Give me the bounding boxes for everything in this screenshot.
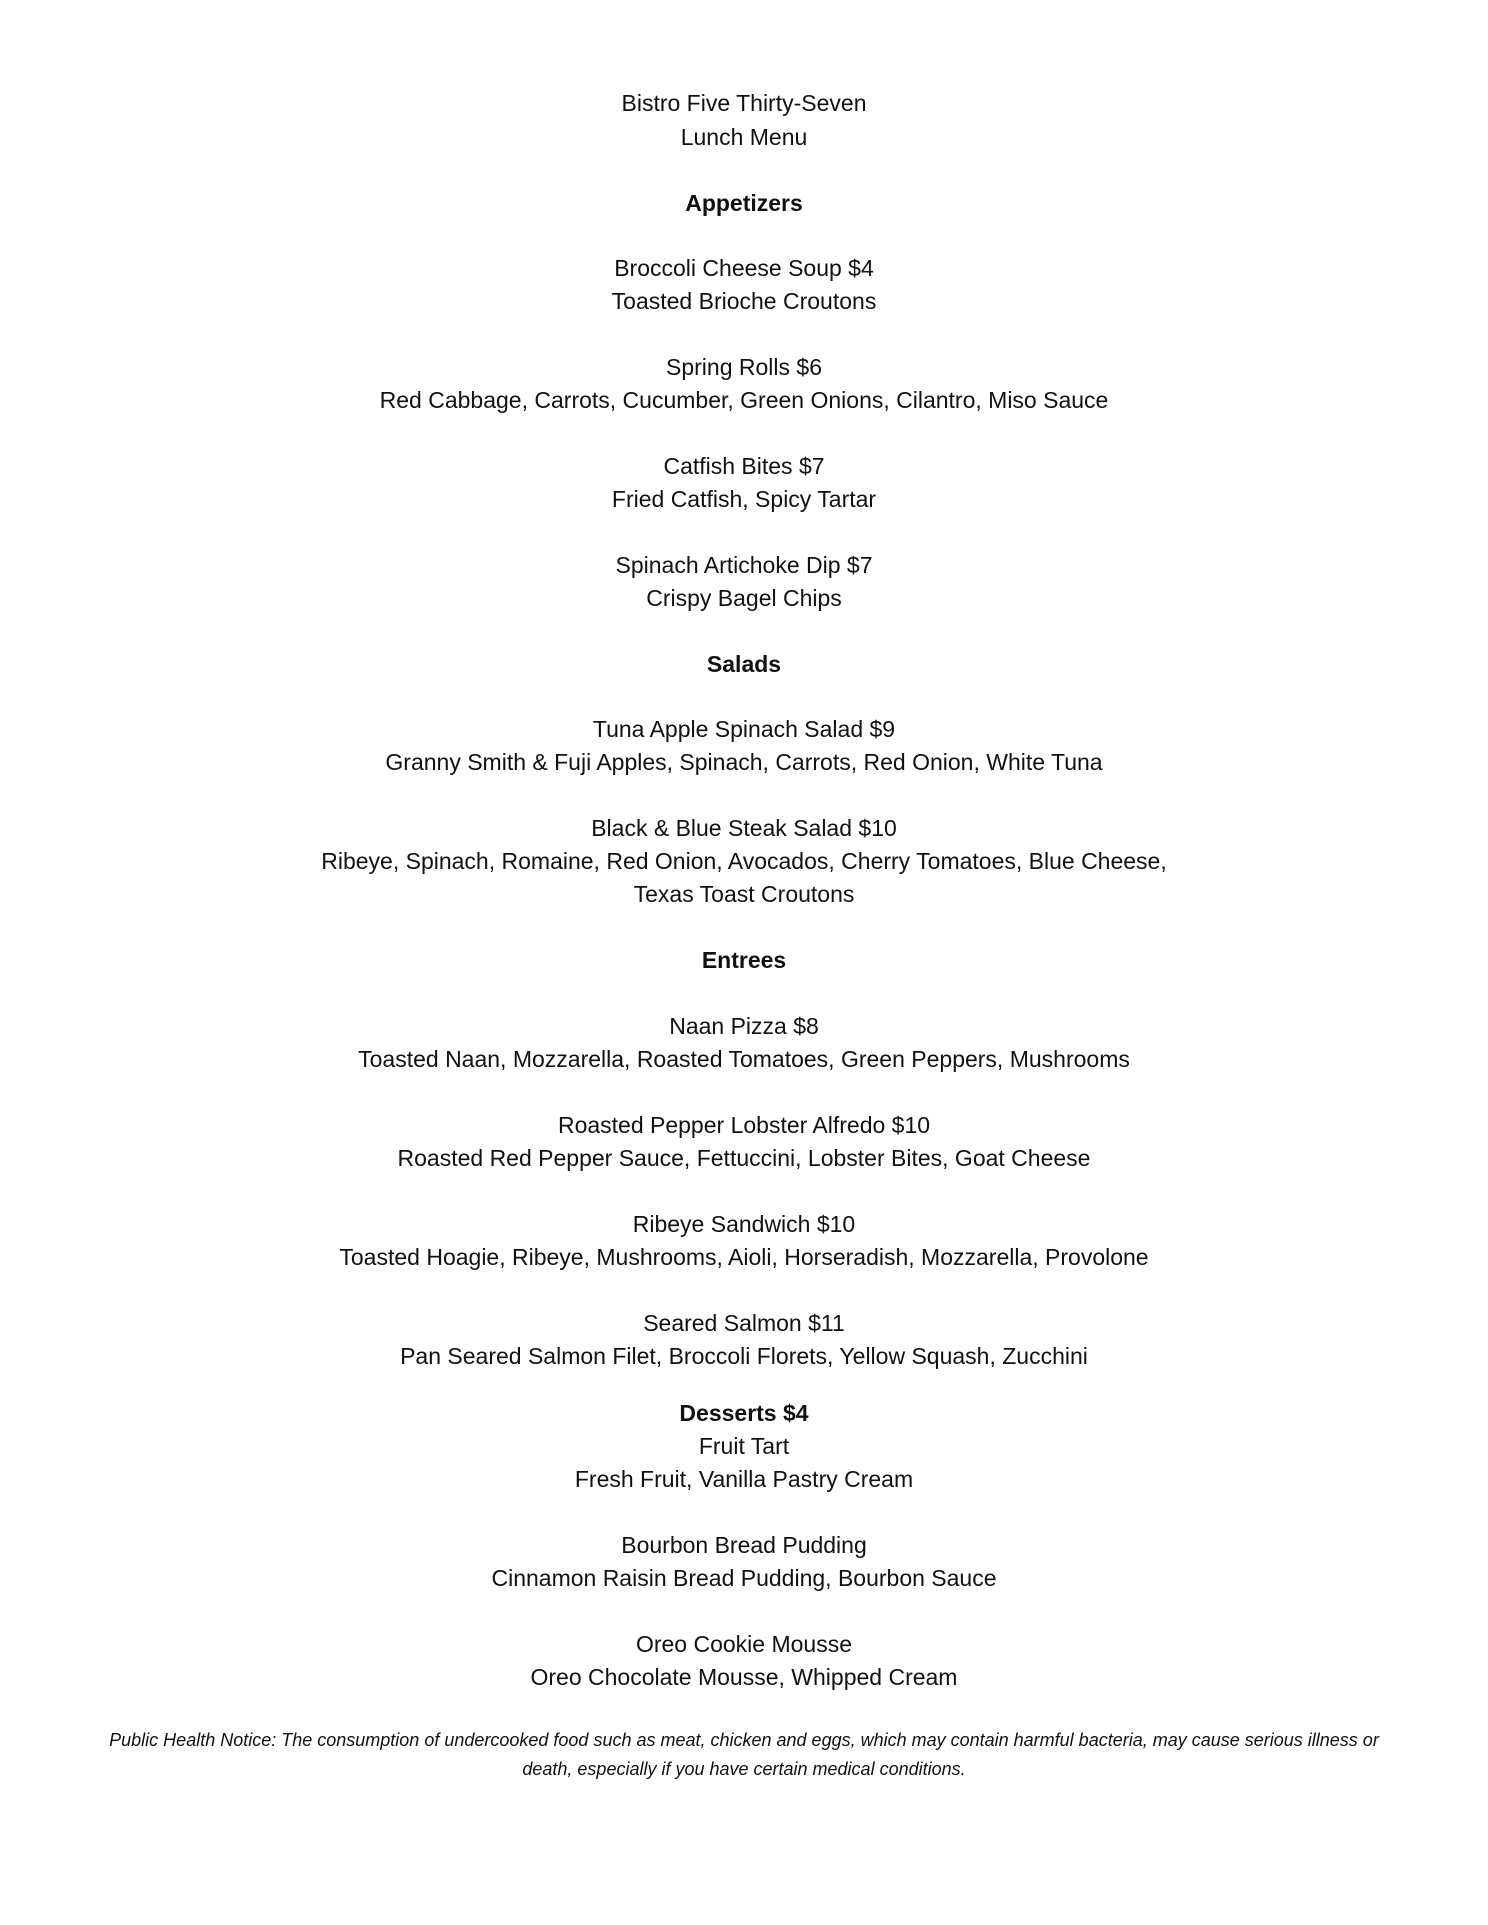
- menu-item-description: Toasted Brioche Croutons: [611, 288, 877, 314]
- public-health-notice: Public Health Notice: The consumption of undercooked food such as meat, chicken and eggs, which may contain harmful bacteria, may cause serious illness or death, especially if you have certain medical conditions.: [109, 1730, 1379, 1779]
- menu-item-description: Toasted Naan, Mozzarella, Roasted Tomatoes, Green Peppers, Mushrooms: [358, 1046, 1130, 1072]
- menu-item-description: Toasted Hoagie, Ribeye, Mushrooms, Aioli, Horseradish, Mozzarella, Provolone: [339, 1244, 1149, 1270]
- menu-item-name: Oreo Cookie Mousse: [635, 1631, 853, 1657]
- menu-item-description: Ribeye, Spinach, Romaine, Red Onion, Avocados, Cherry Tomatoes, Blue Cheese,: [321, 848, 1167, 874]
- menu-item-name: Ribeye Sandwich $10: [632, 1211, 856, 1237]
- menu-item-name: Seared Salmon $11: [643, 1310, 845, 1336]
- section-heading-desserts: Desserts $4: [679, 1400, 809, 1426]
- menu-item-description: Fried Catfish, Spicy Tartar: [611, 486, 877, 512]
- menu-item-description: Pan Seared Salmon Filet, Broccoli Florets, Yellow Squash, Zucchini: [400, 1343, 1088, 1369]
- menu-item-description: Granny Smith & Fuji Apples, Spinach, Carrots, Red Onion, White Tuna: [385, 749, 1103, 775]
- menu-item-description: Red Cabbage, Carrots, Cucumber, Green Onions, Cilantro, Miso Sauce: [379, 387, 1109, 413]
- menu-item-description: Crispy Bagel Chips: [646, 585, 842, 611]
- menu-item-description: Texas Toast Croutons: [633, 881, 855, 907]
- menu-title: Lunch Menu: [680, 124, 808, 150]
- menu-item-description: Roasted Red Pepper Sauce, Fettuccini, Lobster Bites, Goat Cheese: [397, 1145, 1091, 1171]
- menu-item-name: Roasted Pepper Lobster Alfredo $10: [557, 1112, 931, 1138]
- menu-item-description: Cinnamon Raisin Bread Pudding, Bourbon Sauce: [491, 1565, 997, 1591]
- menu-item-description: Fresh Fruit, Vanilla Pastry Cream: [574, 1466, 914, 1492]
- section-heading-entrees: Entrees: [701, 947, 787, 973]
- menu-item-name: Naan Pizza $8: [669, 1013, 819, 1039]
- menu-item-name: Tuna Apple Spinach Salad $9: [592, 716, 896, 742]
- menu-item-description: Oreo Chocolate Mousse, Whipped Cream: [530, 1664, 958, 1690]
- section-heading-appetizers: Appetizers: [685, 190, 803, 216]
- menu-item-name: Broccoli Cheese Soup $4: [614, 255, 874, 281]
- menu-item-name: Spring Rolls $6: [666, 354, 822, 380]
- menu-item-name: Catfish Bites $7: [663, 453, 825, 479]
- restaurant-name: Bistro Five Thirty-Seven: [621, 90, 867, 116]
- menu-item-name: Black & Blue Steak Salad $10: [591, 815, 897, 841]
- section-heading-salads: Salads: [706, 651, 782, 677]
- menu-item-name: Spinach Artichoke Dip $7: [615, 552, 873, 578]
- menu-item-name: Bourbon Bread Pudding: [621, 1532, 867, 1558]
- menu-item-name: Fruit Tart: [698, 1433, 790, 1459]
